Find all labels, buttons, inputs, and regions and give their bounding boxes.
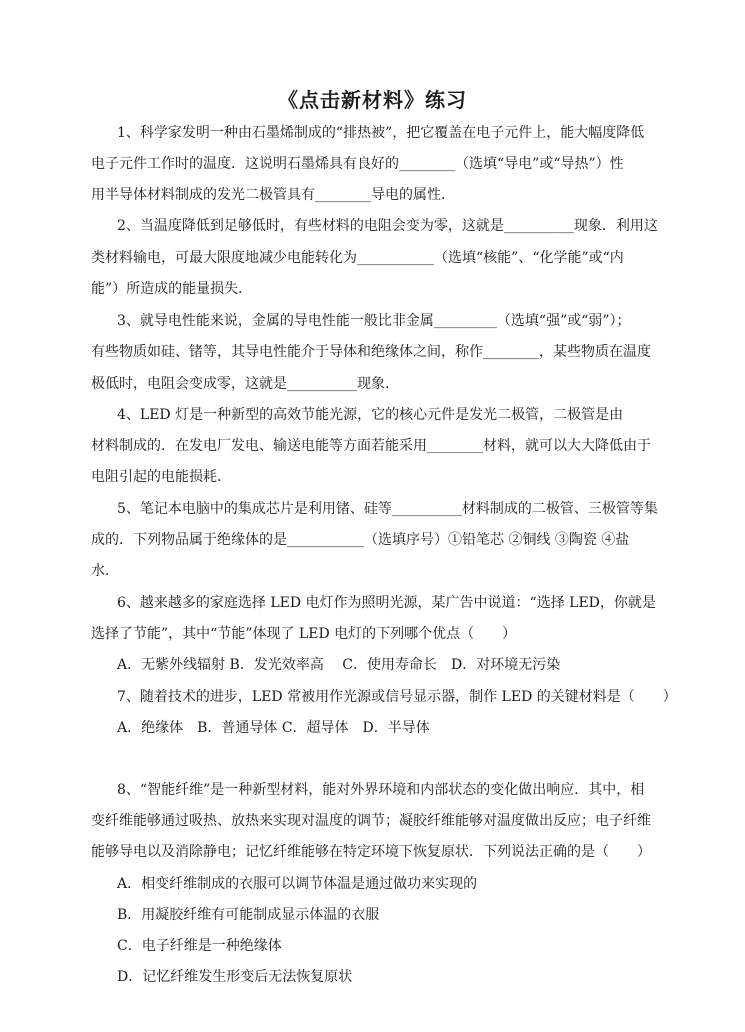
q8-option-a: A．相变纤维制成的衣服可以调节体温是通过做功来实现的	[117, 876, 478, 892]
q1-line-1: 1、科学家发明一种由石墨烯制成的“排热被”，把它覆盖在电子元件上，能大幅度降低	[117, 125, 645, 141]
q2-line-2: 类材料输电，可最大限度地减少电能转化为___________（选填“核能”、“化学能”或“内	[91, 250, 624, 266]
q3-line-3: 极低时，电阻会变成零，这就是__________现象．	[91, 376, 399, 392]
q5-line-2: 成的．下列物品属于绝缘体的是___________（选填序号）①铅笔芯 ②铜线 ③陶瓷 ④盐	[91, 532, 630, 548]
q7-line-1: 7、随着技术的进步，LED 常被用作光源或信号显示器，制作 LED 的关键材料是（ ）	[117, 689, 677, 705]
q1-line-3: 用半导体材料制成的发光二极管具有________导电的属性．	[91, 187, 455, 203]
q6-line-1: 6、越来越多的家庭选择 LED 电灯作为照明光源，某广告中说道：“选择 LED，你就是	[117, 595, 656, 611]
q2-line-1: 2、当温度降低到足够低时，有些材料的电阻会变为零，这就是__________现象．利用这	[117, 218, 658, 234]
q4-line-1: 4、LED 灯是一种新型的高效节能光源，它的核心元件是发光二极管，二极管是由	[117, 407, 624, 423]
q8-option-c: C．电子纤维是一种绝缘体	[117, 938, 282, 954]
q1-line-2: 电子元件工作时的温度．这说明石墨烯具有良好的________（选填“导电”或“导热”）性	[91, 156, 624, 172]
page-title: 《点击新材料》练习	[278, 88, 467, 112]
q3-line-1: 3、就导电性能来说，金属的导电性能一般比非金属_________（选填“强”或“弱”）；	[117, 313, 631, 329]
q8-line-2: 变纤维能够通过吸热、放热来实现对温度的调节；凝胶纤维能够对温度做出反应；电子纤维	[91, 813, 651, 829]
q4-line-3: 电阻引起的电能损耗．	[91, 469, 231, 485]
q8-option-d: D．记忆纤维发生形变后无法恢复原状	[117, 969, 353, 985]
q7-options: A．绝缘体 B．普通导体 C．超导体 D．半导体	[117, 720, 430, 736]
q8-line-1: 8、“智能纤维”是一种新型材料，能对外界环境和内部状态的变化做出响应．其中，相	[117, 782, 645, 798]
q8-line-3: 能够导电以及消除静电；记忆纤维能够在特定环境下恢复原状．下列说法正确的是（ ）	[91, 844, 651, 860]
q8-option-b: B．用凝胶纤维有可能制成显示体温的衣服	[117, 907, 380, 923]
q5-line-3: 水．	[91, 563, 119, 579]
q4-line-2: 材料制成的．在发电厂发电、输送电能等方面若能采用________材料，就可以大大降低由于	[91, 438, 651, 454]
q5-line-1: 5、笔记本电脑中的集成芯片是利用锗、硅等__________材料制成的二极管、三极管等集	[117, 501, 658, 517]
q2-line-3: 能”）所造成的能量损失．	[91, 281, 253, 297]
q3-line-2: 有些物质如硅、锗等，其导电性能介于导体和绝缘体之间，称作________，某些物质在温度	[91, 344, 651, 360]
q6-options: A．无紫外线辐射 B．发光效率高 C．使用寿命长 D．对环境无污染	[117, 657, 561, 673]
q6-line-2: 选择了节能”，其中“节能”体现了 LED 电灯的下列哪个优点（ ）	[91, 626, 517, 642]
